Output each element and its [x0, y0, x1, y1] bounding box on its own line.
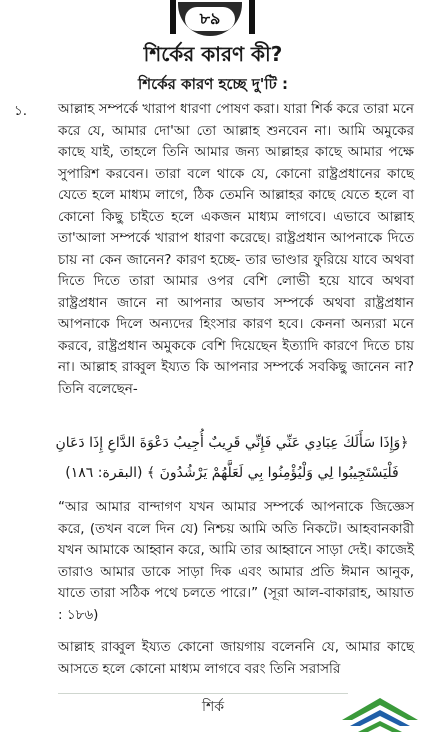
arabic-verse-line-2: فَلْيَسْتَجِيبُوا لِي وَلْيُؤْمِنُوا بِي لَعَلَّهُمْ يَرْشُدُونَ ﴾ (البقرة: ١٨٦) — [65, 465, 399, 481]
footer-rule — [58, 693, 348, 694]
point-number: ১. — [14, 103, 28, 119]
page-tab-right — [249, 0, 255, 34]
arabic-verse-line-1: ﴿وَإِذَا سَأَلَكَ عِبَادِي عَنِّي فَإِنِّي قَرِيبٌ أُجِيبُ دَعْوَةَ الدَّاعِ إِذَا دَعَانِ — [55, 435, 409, 451]
page-number-badge — [178, 2, 242, 36]
section-subtitle: শির্কের কারণ হচ্ছে দু'টি : — [137, 75, 289, 93]
page-tab-left — [170, 0, 176, 34]
section-title: শির্কের কারণ কী? — [143, 42, 283, 66]
publisher-logo-icon — [338, 690, 422, 736]
page-number: ৮৯ — [185, 7, 235, 31]
paragraph-3: আল্লাহ রাব্বুল ইয্যত কোনো জায়গায় বলেননি যে, আমার কাছে আসতে হলে কোনো মাধ্যম লাগবে বরং তিনি সরাসরি — [58, 639, 414, 677]
verse-translation: “আর আমার বান্দাগণ যখন আমার সম্পর্কে আপনাকে জিজ্ঞেস করে, (তখন বলে দিন যে) নিশ্চয় আমি অতি নিকটে। আহবানকারী যখন আমাকে আহ্বান করে, আমি তার আহ্বানে সাড়া দেই। কাজেই তারাও আমার ডাকে সাড়া দিক এবং আমার প্রতি ঈমান আনুক, যাতে তারা সঠিক পথে চলতে পারে।” (সূরা আল-বাকারাহ, আয়াত : ১৮৬) — [58, 499, 414, 623]
footer-label: শির্ক — [201, 699, 225, 715]
paragraph-1: আল্লাহ সম্পর্কে খারাপ ধারণা পোষণ করা। যারা শির্ক করে তারা মনে করে যে, আমার দো'আ তো আল্লাহ শুনবেন না। আমি অমুকের কাছে যাই, তাহলে তিনি আমার জন্য আল্লাহর কাছে আমার পক্ষে সুপারিশ করবেন। তারা বলে থাকে যে, কোনো রাষ্ট্রপ্রধানের কাছে যেতে হলে মাধ্যম লাগে, ঠিক তেমনি আল্লাহর কাছে যেতে হলে বা কোনো কিছু চাইতে হলে একজন মাধ্যম লাগবে। এভাবে আল্লাহ তা'আলা সম্পর্কে খারাপ ধারণা করেছে। রাষ্ট্রপ্রধান আপনাকে দিতে চায় না কেন জানেন? কারণ হচ্ছে- তার ভাণ্ডার ফুরিয়ে যাবে অথবা দিতে দিতে তারা আমার ওপর বেশি লোভী হয়ে যাবে অথবা রাষ্ট্রপ্রধান জানে না আপনার অভাব সম্পর্কে অথবা রাষ্ট্রপ্রধান আপনাকে দিলে অন্যদের হিংসার কারণ হবে। কেননা অন্যরা মনে করবে, রাষ্ট্রপ্রধান অমুককে বেশি দিয়েছেন ইত্যাদি কারণে দিতে চায় না। আল্লাহ রাব্বুল ইয্যত কি আপনার সম্পর্কে সবকিছু জানেন না? তিনি বলেছেন- — [58, 101, 414, 397]
